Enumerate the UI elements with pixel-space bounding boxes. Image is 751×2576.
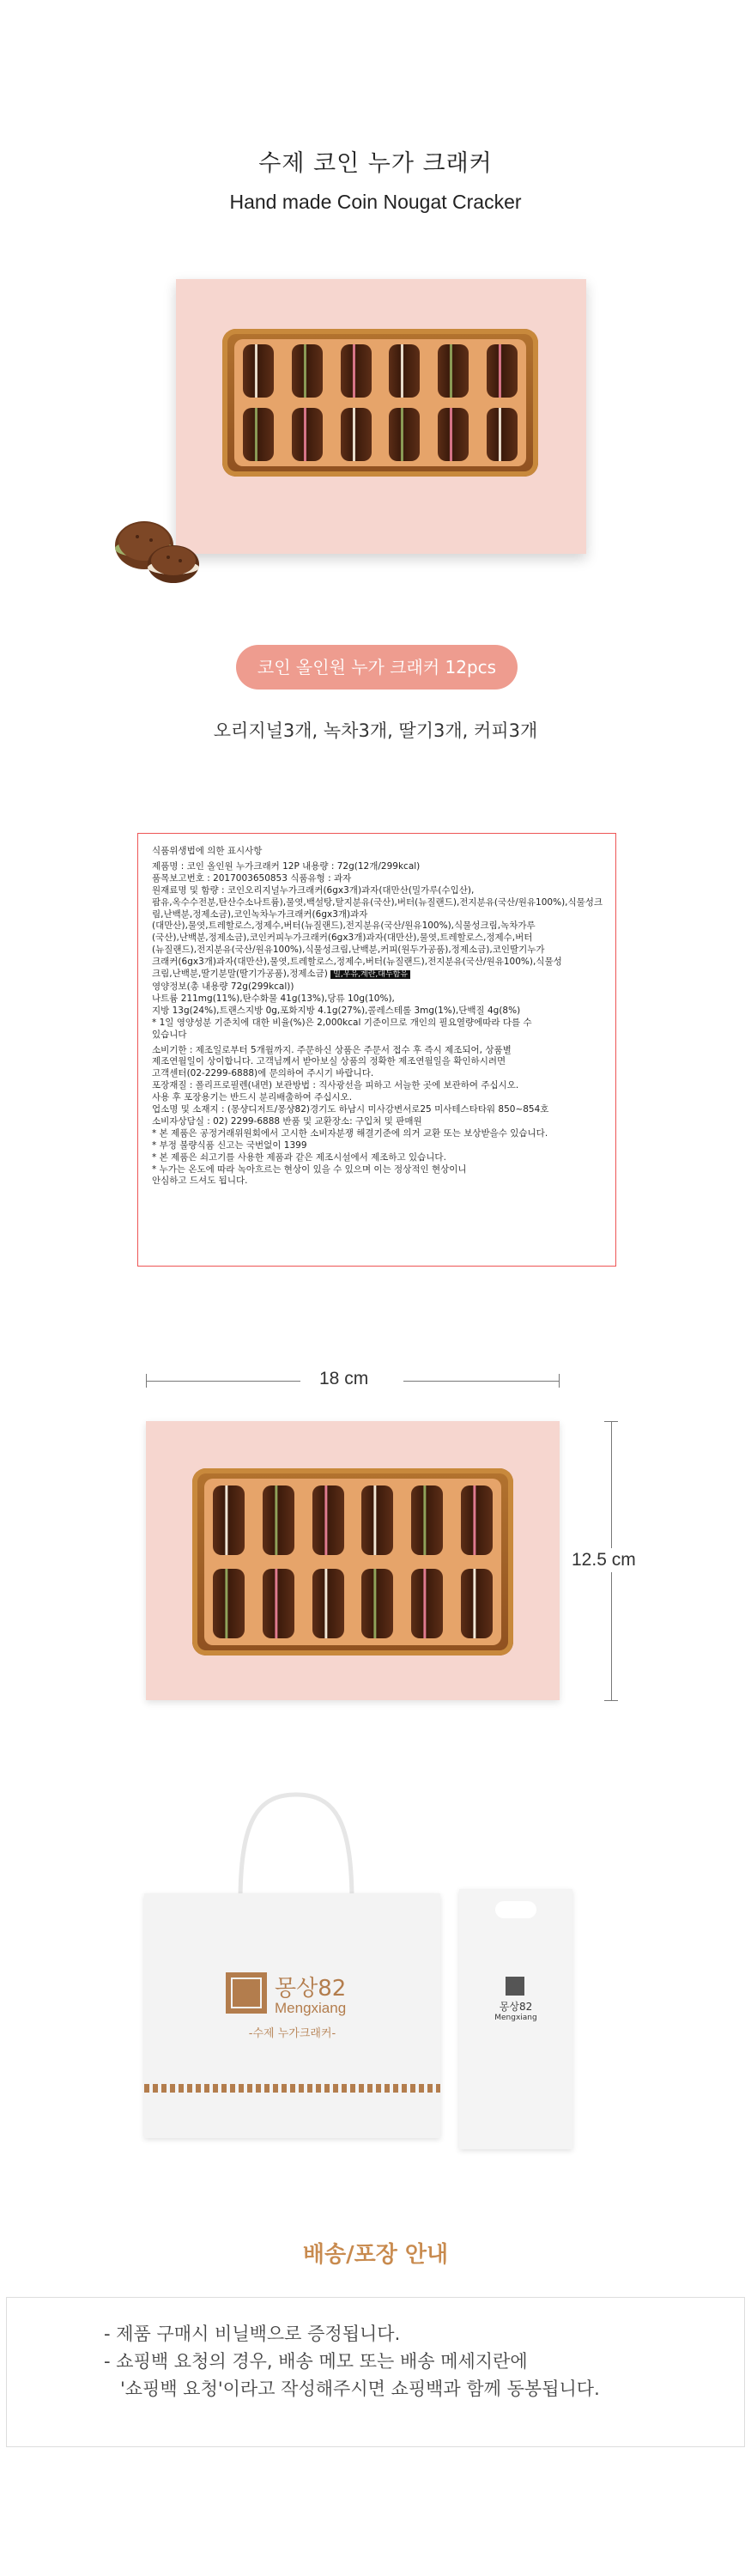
cookie (292, 344, 323, 398)
cookie (438, 408, 469, 461)
cookie (243, 408, 274, 461)
misc-line: 소비자상담실 : 02) 2299-6888 반품 및 교환장소: 구입처 및 판매원 (152, 1115, 422, 1127)
width-dimension-line-right (403, 1381, 560, 1382)
shopping-bag-image (144, 1893, 440, 2138)
shipping-line: '쇼핑백 요청'이라고 작성해주시면 쇼핑백과 함께 동봉됩니다. (120, 2379, 600, 2399)
cookie (213, 1569, 245, 1638)
cookie (461, 1569, 493, 1638)
brand-logo-icon (226, 1972, 267, 2014)
bag-wave-border (144, 2084, 440, 2093)
cookie (411, 1485, 443, 1555)
misc-line: * 본 제품은 공정거래위원회에서 고시한 소비자분쟁 해결기준에 의거 교환 또는 보상받을수 있습니다. (152, 1127, 548, 1139)
nutrition-line: 있습니다 (152, 1029, 187, 1040)
cookie (341, 408, 372, 461)
small-logo-icon (506, 1977, 524, 1996)
height-tick-top (604, 1421, 618, 1422)
cookie (213, 1485, 245, 1555)
misc-line: 소비기한 : 제조일로부터 5개월까지. 주문하신 상품은 주문서 접수 후 즉시 제조되어, 상품별 (152, 1044, 512, 1055)
label-line: 크래커(6gx3개)과자(대만산),물엿,트레할로스,정제수,버터(뉴질랜드),전지분유(국산/원유100%),식물성 (152, 957, 562, 968)
width-label: 18 cm (319, 1369, 369, 1388)
misc-line: 고객센터(02-2299-6888)에 문의하여 주시기 바랍니다. (152, 1068, 374, 1079)
cookie (312, 1569, 344, 1638)
misc-line: * 부정 불량식품 신고는 국번없이 1399 (152, 1139, 307, 1151)
label-line: 팜유,옥수수전분,탄산수소나트륨),물엿,백설탕,탈지분유(국산),버터(뉴질랜드),전지분유(국산/원유100%),식물성크림,난백분,정제소금),코인녹차누가크래커(6gx3개)과자 (152, 896, 603, 920)
misc-line: 포장재질 : 폴리프로필렌(내면) 보관방법 : 직사광선을 피하고 서늘한 곳에 보관하여 주십시오. (152, 1080, 519, 1091)
gift-box-image (176, 279, 586, 554)
cookie (263, 1485, 294, 1555)
misc-line: 업소명 및 소재지 : (몽샹디저트/몽샹82)경기도 하남시 미사강변서로25 미사테스타타워 850~854호 (152, 1104, 549, 1115)
cookie (312, 1485, 344, 1555)
nutrition-line: 나트륨 211mg(11%),탄수화물 41g(13%),당류 10g(10%), (152, 993, 395, 1004)
width-dimension-line (146, 1381, 300, 1382)
bag-brand-korean: 몽상82 (275, 1976, 347, 2002)
height-label: 12.5 cm (572, 1548, 636, 1572)
cookie (341, 344, 372, 398)
cookie (411, 1569, 443, 1638)
nutrition-heading: 영양정보(총 내용량 72g(299kcal)) (152, 981, 294, 992)
width-tick-right (559, 1374, 560, 1388)
misc-line: 사용 후 포장용기는 반드시 분리배출하여 주십시오. (152, 1092, 353, 1103)
cookie (361, 1485, 393, 1555)
cookie (487, 408, 518, 461)
cookie (243, 344, 274, 398)
label-line: (국산),난백분,정제소금),코인커피누가크래커(6gx3개)과자(대만산),물엿,트레할로스,정제수,버터 (152, 933, 533, 944)
cookie (389, 344, 420, 398)
cookie-tray (222, 329, 538, 477)
label-heading: 식품위생법에 의한 표시사항 (152, 846, 263, 856)
loose-cookies-image (103, 511, 206, 588)
cookie (389, 408, 420, 461)
label-line: 제품명 : 코인 올인원 누가크래커 12P 내용량 : 72g(12개/299kcal) (152, 860, 421, 872)
cookie (292, 408, 323, 461)
plastic-bag-image (459, 1889, 572, 2149)
width-tick-left (146, 1374, 147, 1388)
bag-subtitle: -수제 누가크래커- (248, 2027, 336, 2040)
cookie (461, 1485, 493, 1555)
label-line: (뉴질랜드),전지분유(국산/원유100%),식물성크림,난백분,커피(원두가공품),정제소금),코인딸기누가 (152, 945, 545, 956)
product-name-pill: 코인 올인원 누가 크래커 12pcs (236, 645, 518, 690)
label-line: 품목보고번호 : 2017003650853 식품유형 : 과자 (152, 872, 352, 884)
small-bag-brand-english: Mengxiang (494, 2014, 537, 2022)
small-bag-brand-korean: 몽상82 (499, 2001, 533, 2013)
cookie-tray-front (192, 1468, 513, 1656)
cookie (487, 344, 518, 398)
bag-brand-english: Mengxiang (275, 2000, 347, 2016)
label-line: (대만산),물엿,트레할로스,정제수,버터(뉴질랜드),전지분유(국산/원유100%),식물성크림,녹차가루 (152, 920, 536, 932)
misc-line: * 본 제품은 쇠고기를 사용한 제품과 같은 제조시설에서 제조하고 있습니다. (152, 1151, 446, 1163)
flavor-composition: 오리지널3개, 녹차3개, 딸기3개, 커피3개 (213, 720, 538, 741)
product-title-english: Hand made Coin Nougat Cracker (229, 191, 522, 213)
label-line: 크림,난백분,딸기분말(딸기가공품),정제소금) (152, 969, 328, 980)
height-tick-bottom (604, 1700, 618, 1701)
misc-line: * 누가는 온도에 따라 녹아흐르는 현상이 있을 수 있으며 이는 정상적인 현상이니 (152, 1163, 467, 1175)
cookie (438, 344, 469, 398)
allergy-tag: 밀,우유,계란,대두함유 (330, 970, 410, 979)
product-title-korean: 수제 코인 누가 크래커 (258, 150, 493, 177)
shipping-line: - 제품 구매시 비닐백으로 증정됩니다. (104, 2324, 401, 2344)
shipping-title: 배송/포장 안내 (302, 2242, 449, 2268)
food-label-panel (137, 833, 616, 1267)
bag-handle-hole (495, 1901, 536, 1918)
nutrition-line: * 1일 영양성분 기준치에 대한 비율(%)은 2,000kcal 기준이므로 개인의 필요열량에따라 다를 수 (152, 1017, 532, 1028)
shipping-info-box (6, 2297, 745, 2447)
misc-line: 안심하고 드셔도 됩니다. (152, 1176, 248, 1187)
shopping-bag-handle (232, 1786, 360, 1902)
nutrition-line: 지방 13g(24%),트랜스지방 0g,포화지방 4.1g(27%),콜레스테롤 3mg(1%),단백질 4g(8%) (152, 1005, 521, 1016)
cookie (263, 1569, 294, 1638)
cookie (361, 1569, 393, 1638)
shipping-line: - 쇼핑백 요청의 경우, 배송 메모 또는 배송 메세지란에 (104, 2351, 528, 2372)
box-front-image (146, 1421, 560, 1700)
misc-line: 제조연월일이 상이합니다. 고객님께서 받아보실 상품의 정확한 제조연월일을 확인하시려면 (152, 1056, 506, 1067)
label-line: 원재료명 및 함량 : 코인오리지널누가크래커(6gx3개)과자(대만산(밀가루(수입산), (152, 884, 475, 896)
